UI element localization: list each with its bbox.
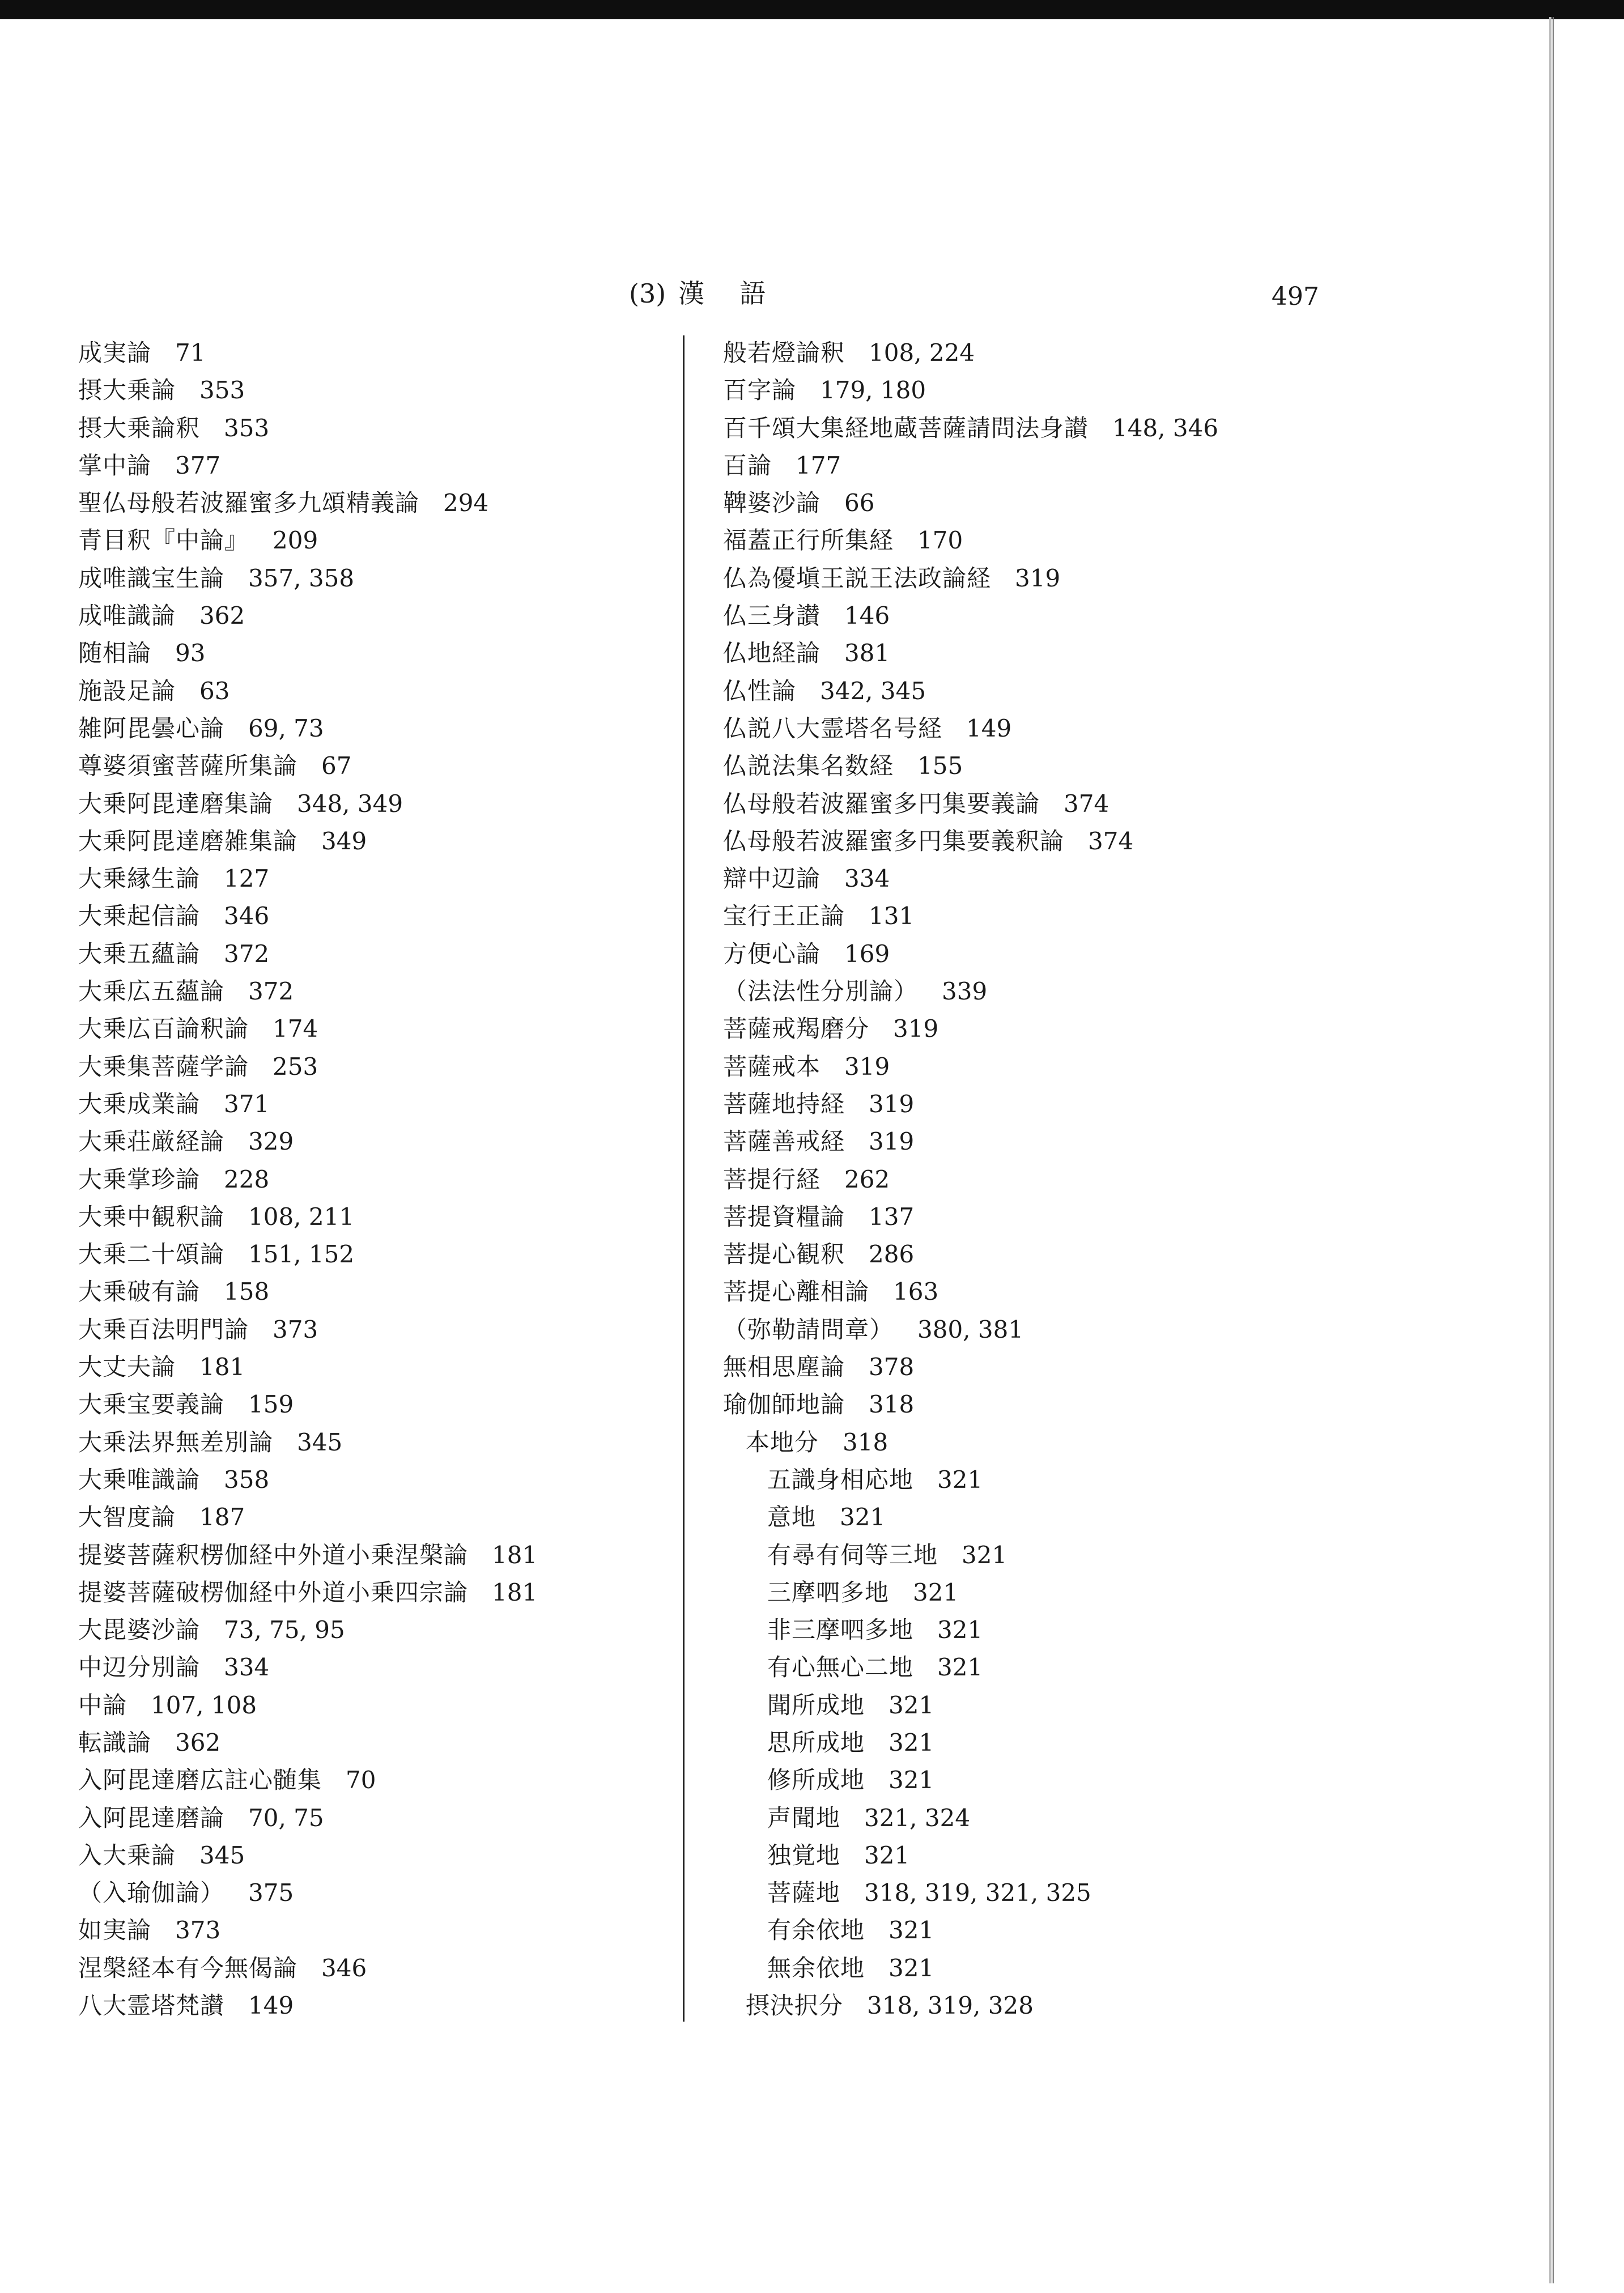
- index-term: 福蓋正行所集経: [723, 526, 894, 555]
- index-entry: [723, 1687, 1218, 1724]
- section-title-1: 漢: [678, 278, 705, 309]
- index-term: 大乗五蘊論: [78, 939, 201, 968]
- index-page-refs: 151, 152: [248, 1240, 355, 1269]
- index-page-refs: 373: [175, 1916, 221, 1945]
- index-page-refs: 70: [346, 1766, 376, 1794]
- index-page-refs: 345: [199, 1841, 245, 1869]
- index-page-refs: 371: [224, 1090, 270, 1118]
- index-page-refs: 321: [864, 1841, 910, 1869]
- index-page-refs: 339: [942, 977, 988, 1006]
- index-term: 菩提心離相論: [723, 1278, 870, 1306]
- index-term: 辯中辺論: [723, 865, 821, 893]
- index-entry: [723, 1273, 1218, 1311]
- index-page-refs: 262: [844, 1165, 890, 1193]
- index-page-refs: 346: [224, 902, 270, 930]
- index-term: 鞞婆沙論: [723, 489, 821, 517]
- index-term: 転識論: [78, 1728, 152, 1756]
- index-term: 本地分: [746, 1428, 819, 1456]
- index-column-right: [723, 334, 1218, 2024]
- index-page-refs: 362: [199, 602, 245, 630]
- index-entry: [723, 484, 1218, 522]
- index-entry: [78, 522, 537, 559]
- index-term: 八大霊塔梵讃: [78, 1992, 225, 2020]
- index-page-refs: 319: [1015, 564, 1061, 592]
- index-page-refs: 131: [869, 902, 915, 930]
- index-term: 菩薩地: [767, 1879, 841, 1907]
- index-entry: [723, 1048, 1218, 1086]
- index-term: （弥勒請問章）: [723, 1315, 894, 1343]
- index-entry: [78, 935, 537, 973]
- index-term: 大智度論: [78, 1503, 176, 1531]
- index-term: 瑜伽師地論: [723, 1390, 845, 1419]
- index-column-left: [78, 334, 537, 2024]
- index-term: 菩薩戒羯磨分: [723, 1015, 870, 1043]
- index-page-refs: 345: [297, 1428, 343, 1456]
- index-page-refs: 321: [962, 1541, 1007, 1569]
- index-term: 菩薩善戒経: [723, 1128, 845, 1156]
- index-entry: [723, 785, 1218, 823]
- index-page-refs: 349: [321, 827, 367, 855]
- index-term: 思所成地: [767, 1728, 865, 1756]
- index-page-refs: 286: [869, 1240, 915, 1269]
- index-page-refs: 93: [175, 639, 206, 667]
- index-page-refs: 319: [844, 1052, 890, 1080]
- index-term: 大乗広百論釈論: [78, 1015, 249, 1043]
- index-page-refs: 321: [937, 1653, 983, 1682]
- index-term: 大丈夫論: [78, 1353, 176, 1381]
- index-term: 提婆菩薩破楞伽経中外道小乗四宗論: [78, 1578, 469, 1606]
- index-entry: [723, 1611, 1218, 1649]
- index-term: 仏性論: [723, 677, 797, 705]
- index-entry: [78, 785, 537, 823]
- index-entry: [723, 1198, 1218, 1236]
- section-title-2: 語: [739, 278, 766, 309]
- index-page-refs: 181: [492, 1578, 538, 1606]
- index-entry: [723, 1987, 1218, 2024]
- index-term: （入瑜伽論）: [78, 1879, 225, 1907]
- index-page-refs: 380, 381: [917, 1315, 1024, 1343]
- index-term: 聞所成地: [767, 1691, 865, 1719]
- index-page-refs: 108, 224: [869, 339, 975, 367]
- index-entry: [78, 1574, 537, 1611]
- index-entry: [78, 1874, 537, 1912]
- index-entry: [723, 673, 1218, 710]
- index-entry: [78, 560, 537, 597]
- index-term: 成唯識論: [78, 602, 176, 630]
- index-page-refs: 179, 180: [820, 376, 926, 405]
- index-term: 菩提心観釈: [723, 1240, 845, 1269]
- index-term: 大乗掌珍論: [78, 1165, 201, 1193]
- index-term: 成実論: [78, 339, 152, 367]
- index-term: 菩薩戒本: [723, 1052, 821, 1080]
- index-entry: [78, 897, 537, 935]
- index-page-refs: 149: [966, 714, 1012, 742]
- index-term: 大乗縁生論: [78, 865, 201, 893]
- index-page-refs: 69, 73: [248, 714, 324, 742]
- index-page-refs: 294: [443, 489, 489, 517]
- index-term: 菩提資糧論: [723, 1202, 845, 1231]
- index-term: 百千頌大集経地蔵菩薩請問法身讃: [723, 414, 1089, 442]
- index-page-refs: 181: [492, 1541, 538, 1569]
- index-term: 大乗百法明門論: [78, 1315, 249, 1343]
- scan-top-edge: [0, 0, 1624, 19]
- index-entry: [723, 1912, 1218, 1949]
- index-term: 意地: [767, 1503, 817, 1531]
- index-entry: [78, 1611, 537, 1649]
- index-entry: [723, 747, 1218, 785]
- index-entry: [723, 823, 1218, 860]
- index-entry: [78, 1461, 537, 1499]
- index-page-refs: 71: [175, 339, 206, 367]
- index-entry: [723, 935, 1218, 973]
- index-page-refs: 321: [888, 1728, 934, 1756]
- index-term: 摂大乗論: [78, 376, 176, 405]
- index-page-refs: 174: [273, 1015, 318, 1043]
- index-page-refs: 372: [224, 939, 270, 968]
- index-page-refs: 321: [888, 1766, 934, 1794]
- index-page-refs: 177: [796, 451, 841, 479]
- index-term: 仏説法集名数経: [723, 752, 894, 780]
- index-entry: [723, 635, 1218, 672]
- index-entry: [78, 1161, 537, 1198]
- index-entry: [723, 1010, 1218, 1048]
- index-term: 雑阿毘曇心論: [78, 714, 225, 742]
- index-entry: [723, 560, 1218, 597]
- index-term: 摂決択分: [746, 1992, 844, 2020]
- index-page-refs: 318, 319, 328: [867, 1992, 1034, 2020]
- index-entry: [723, 1424, 1218, 1461]
- index-entry: [723, 897, 1218, 935]
- index-page-refs: 319: [893, 1015, 939, 1043]
- index-page-refs: 67: [321, 752, 352, 780]
- index-term: 菩薩地持経: [723, 1090, 845, 1118]
- index-entry: [78, 1424, 537, 1461]
- index-term: 大乗破有論: [78, 1278, 201, 1306]
- index-term: 大毘婆沙論: [78, 1616, 201, 1644]
- index-term: 如実論: [78, 1916, 152, 1945]
- index-page-refs: 321: [888, 1691, 934, 1719]
- index-entry: [78, 1950, 537, 1987]
- index-page-refs: 148, 346: [1112, 414, 1219, 442]
- index-page-refs: 321: [840, 1503, 886, 1531]
- index-entry: [78, 860, 537, 897]
- index-term: 独覚地: [767, 1841, 841, 1869]
- index-page-refs: 373: [273, 1315, 318, 1343]
- index-term: 百字論: [723, 376, 797, 405]
- index-term: 仏三身讃: [723, 602, 821, 630]
- index-term: 涅槃経本有今無偈論: [78, 1954, 298, 1982]
- index-entry: [78, 1499, 537, 1536]
- index-term: 掌中論: [78, 451, 152, 479]
- index-entry: [723, 410, 1218, 447]
- index-entry: [723, 334, 1218, 372]
- index-term: 中論: [78, 1691, 127, 1719]
- index-term: 百論: [723, 451, 772, 479]
- index-term: 聖仏母般若波羅蜜多九頌精義論: [78, 489, 420, 517]
- index-entry: [78, 973, 537, 1010]
- index-entry: [78, 1649, 537, 1686]
- index-page-refs: 353: [199, 376, 245, 405]
- index-entry: [78, 1236, 537, 1273]
- index-page-refs: 358: [224, 1465, 270, 1494]
- index-entry: [723, 1537, 1218, 1574]
- index-page-refs: 108, 211: [248, 1202, 355, 1231]
- index-page-refs: 346: [321, 1954, 367, 1982]
- index-term: 施設足論: [78, 677, 176, 705]
- index-term: 大乗中観釈論: [78, 1202, 225, 1231]
- index-entry: [723, 1874, 1218, 1912]
- index-entry: [723, 1461, 1218, 1499]
- index-term: 入大乗論: [78, 1841, 176, 1869]
- index-page-refs: 137: [869, 1202, 915, 1231]
- index-entry: [723, 1649, 1218, 1686]
- index-term: 仏地経論: [723, 639, 821, 667]
- index-page-refs: 374: [1064, 789, 1109, 818]
- index-entry: [723, 372, 1218, 409]
- index-entry: [78, 1987, 537, 2024]
- index-term: 青目釈『中論』: [78, 526, 249, 555]
- index-page-refs: 321: [888, 1916, 934, 1945]
- index-entry: [78, 1687, 537, 1724]
- index-entry: [78, 1537, 537, 1574]
- index-term: 大乗宝要義論: [78, 1390, 225, 1419]
- index-entry: [78, 823, 537, 860]
- index-page-refs: 107, 108: [151, 1691, 257, 1719]
- index-page-refs: 318: [869, 1390, 915, 1419]
- index-term: 大乗阿毘達磨雑集論: [78, 827, 298, 855]
- index-entry: [78, 372, 537, 409]
- index-entry: [78, 635, 537, 672]
- index-entry: [78, 1799, 537, 1837]
- index-term: 大乗集菩薩学論: [78, 1052, 249, 1080]
- index-entry: [723, 1236, 1218, 1273]
- index-page-refs: 70, 75: [248, 1803, 324, 1832]
- index-page-refs: 321: [888, 1954, 934, 1982]
- index-entry: [78, 747, 537, 785]
- index-page-refs: 362: [175, 1728, 221, 1756]
- index-entry: [723, 447, 1218, 484]
- index-term: 修所成地: [767, 1766, 865, 1794]
- index-entry: [723, 710, 1218, 747]
- index-page-refs: 334: [224, 1653, 270, 1682]
- index-page-refs: 187: [199, 1503, 245, 1531]
- index-page-refs: 319: [869, 1090, 915, 1118]
- index-term: 大乗法界無差別論: [78, 1428, 274, 1456]
- index-term: 三摩呬多地: [767, 1578, 890, 1606]
- index-page-refs: 127: [224, 865, 270, 893]
- index-term: 入阿毘達磨論: [78, 1803, 225, 1832]
- index-page-refs: 321: [937, 1465, 983, 1494]
- index-page-refs: 209: [273, 526, 318, 555]
- index-entry: [723, 1837, 1218, 1874]
- index-entry: [78, 1912, 537, 1949]
- index-entry: [723, 1799, 1218, 1837]
- scan-right-edge: [1549, 17, 1551, 2283]
- index-term: 般若燈論釈: [723, 339, 845, 367]
- index-entry: [78, 1724, 537, 1762]
- scan-right-edge-line: [1553, 17, 1554, 2283]
- index-entry: [78, 484, 537, 522]
- index-term: 入阿毘達磨広註心髄集: [78, 1766, 322, 1794]
- index-entry: [78, 1348, 537, 1386]
- index-page-refs: 334: [844, 865, 890, 893]
- index-term: 提婆菩薩釈楞伽経中外道小乗涅槃論: [78, 1541, 469, 1569]
- index-entry: [78, 1273, 537, 1311]
- index-entry: [723, 522, 1218, 559]
- index-page-refs: 357, 358: [248, 564, 355, 592]
- index-term: 大乗広五蘊論: [78, 977, 225, 1006]
- index-term: 大乗二十頌論: [78, 1240, 225, 1269]
- index-entry: [723, 1123, 1218, 1160]
- index-page-refs: 321: [937, 1616, 983, 1644]
- index-page-refs: 149: [248, 1992, 294, 2020]
- index-entry: [723, 1950, 1218, 1987]
- index-entry: [723, 860, 1218, 897]
- index-entry: [78, 673, 537, 710]
- index-entry: [78, 1086, 537, 1123]
- index-term: 仏母般若波羅蜜多円集要義釈論: [723, 827, 1065, 855]
- index-term: 有余依地: [767, 1916, 865, 1945]
- index-entry: [723, 1574, 1218, 1611]
- index-term: 大乗成業論: [78, 1090, 201, 1118]
- index-page-refs: 159: [248, 1390, 294, 1419]
- index-page-refs: 319: [869, 1128, 915, 1156]
- index-term: 有尋有伺等三地: [767, 1541, 938, 1569]
- index-page-refs: 375: [248, 1879, 294, 1907]
- index-entry: [78, 597, 537, 635]
- index-entry: [723, 1724, 1218, 1762]
- index-entry: [723, 1499, 1218, 1536]
- index-entry: [723, 1161, 1218, 1198]
- index-page-refs: 381: [844, 639, 890, 667]
- index-page-refs: 321, 324: [864, 1803, 971, 1832]
- index-page-refs: 63: [199, 677, 230, 705]
- index-term: 仏説八大霊塔名号経: [723, 714, 943, 742]
- index-entry: [78, 710, 537, 747]
- index-page-refs: 158: [224, 1278, 270, 1306]
- index-term: 成唯識宝生論: [78, 564, 225, 592]
- index-term: 声聞地: [767, 1803, 841, 1832]
- column-divider: [683, 335, 685, 2022]
- index-page-refs: 378: [869, 1353, 915, 1381]
- index-page-refs: 253: [273, 1052, 318, 1080]
- index-entry: [723, 1311, 1218, 1348]
- index-term: 仏為優塡王説王法政論経: [723, 564, 992, 592]
- index-page-refs: 146: [844, 602, 890, 630]
- index-term: （法法性分別論）: [723, 977, 919, 1006]
- index-term: 仏母般若波羅蜜多円集要義論: [723, 789, 1040, 818]
- index-term: 中辺分別論: [78, 1653, 201, 1682]
- page-number: 497: [1272, 282, 1319, 311]
- index-entry: [723, 973, 1218, 1010]
- index-term: 尊婆須蜜菩薩所集論: [78, 752, 298, 780]
- index-page-refs: 374: [1088, 827, 1134, 855]
- index-entry: [78, 334, 537, 372]
- page-header: [629, 273, 766, 310]
- index-entry: [723, 1348, 1218, 1386]
- index-entry: [78, 1762, 537, 1799]
- index-term: 宝行王正論: [723, 902, 845, 930]
- index-entry: [78, 1311, 537, 1348]
- index-term: 五識身相応地: [767, 1465, 914, 1494]
- index-page-refs: 318: [843, 1428, 888, 1456]
- index-term: 大乗起信論: [78, 902, 201, 930]
- index-term: 無余依地: [767, 1954, 865, 1982]
- index-page-refs: 169: [844, 939, 890, 968]
- index-page-refs: 66: [844, 489, 875, 517]
- index-entry: [78, 1837, 537, 1874]
- index-entry: [78, 1123, 537, 1160]
- index-page-refs: 155: [917, 752, 963, 780]
- index-entry: [78, 1010, 537, 1048]
- index-page-refs: 73, 75, 95: [224, 1616, 345, 1644]
- section-number: (3): [629, 278, 666, 309]
- index-entry: [723, 1762, 1218, 1799]
- index-entry: [78, 1386, 537, 1423]
- index-term: 随相論: [78, 639, 152, 667]
- index-term: 摂大乗論釈: [78, 414, 201, 442]
- index-page-refs: 377: [175, 451, 221, 479]
- index-term: 大乗荘厳経論: [78, 1128, 225, 1156]
- index-page-refs: 181: [199, 1353, 245, 1381]
- index-page-refs: 318, 319, 321, 325: [864, 1879, 1091, 1907]
- index-page-refs: 329: [248, 1128, 294, 1156]
- index-term: 方便心論: [723, 939, 821, 968]
- index-page-refs: 170: [917, 526, 963, 555]
- index-term: 大乗阿毘達磨集論: [78, 789, 274, 818]
- index-page-refs: 348, 349: [297, 789, 403, 818]
- index-page-refs: 321: [913, 1578, 959, 1606]
- index-page-refs: 353: [224, 414, 270, 442]
- index-page-refs: 163: [893, 1278, 939, 1306]
- index-entry: [723, 597, 1218, 635]
- index-term: 大乗唯識論: [78, 1465, 201, 1494]
- index-term: 菩提行経: [723, 1165, 821, 1193]
- index-entry: [78, 410, 537, 447]
- index-entry: [723, 1386, 1218, 1423]
- index-entry: [78, 447, 537, 484]
- index-entry: [78, 1048, 537, 1086]
- index-entry: [723, 1086, 1218, 1123]
- index-entry: [78, 1198, 537, 1236]
- index-page-refs: 342, 345: [820, 677, 926, 705]
- index-term: 無相思塵論: [723, 1353, 845, 1381]
- index-page-refs: 228: [224, 1165, 270, 1193]
- index-term: 非三摩呬多地: [767, 1616, 914, 1644]
- index-page-refs: 372: [248, 977, 294, 1006]
- index-term: 有心無心二地: [767, 1653, 914, 1682]
